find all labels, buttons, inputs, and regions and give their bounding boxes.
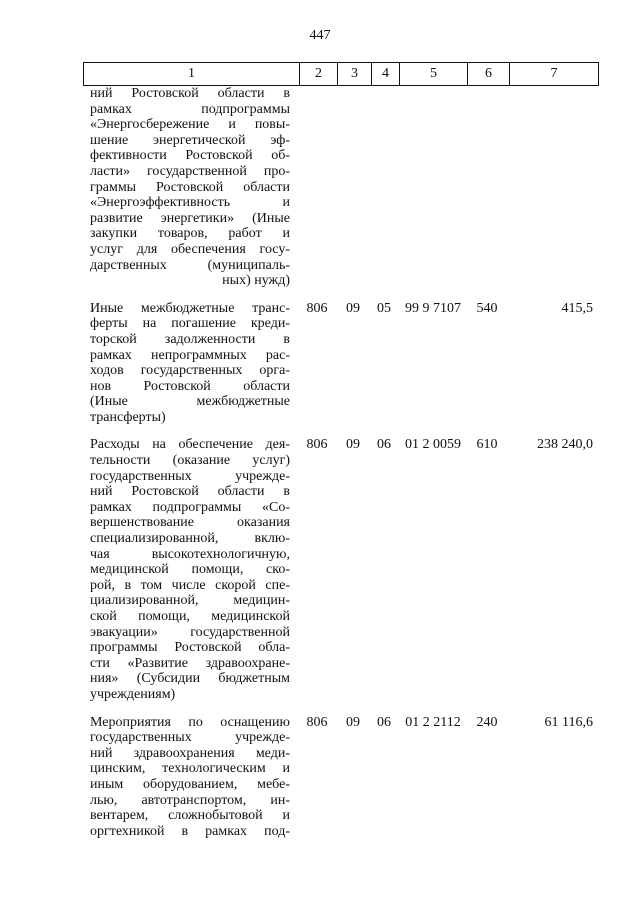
target-article-code: 01 2 2112 [405, 714, 461, 730]
amount: 238 240,0 [537, 437, 593, 453]
description-line: государственных учрежде- [90, 730, 290, 746]
description-line: ных) нужд) [222, 273, 290, 289]
expense-type-code: 540 [476, 300, 498, 316]
description-line: ферты на погашение креди- [90, 316, 290, 332]
description-line: рой, в том числе скорой спе- [90, 577, 290, 593]
description-line: специализированной, вклю- [90, 531, 290, 547]
header-col-4: 4 [372, 63, 400, 86]
description-line: рамках непрограммных рас- [90, 347, 290, 363]
description-line: шение энергетической эф- [90, 132, 290, 148]
description-line: оргтехникой в рамках под- [90, 823, 290, 839]
page-number: 447 [309, 28, 331, 43]
description-line: лью, автотранспортом, ин- [90, 792, 290, 808]
description-line: ласти» государственной про- [90, 163, 290, 179]
description-line: нов Ростовской области [90, 378, 290, 394]
table-row [83, 301, 598, 426]
description-line: тельности (оказание услуг) [90, 453, 290, 469]
table-row [83, 715, 598, 840]
header-col-3: 3 [338, 63, 372, 86]
description-line: медицинской помощи, ско- [90, 562, 290, 578]
subsection-code: 06 [377, 437, 391, 453]
description-line: Иные межбюджетные транс- [90, 300, 290, 316]
description-line: торской задолженности в [90, 331, 290, 347]
description-line: граммы Ростовской области [90, 179, 290, 195]
header-col-1: 1 [84, 63, 300, 86]
row-description [83, 301, 290, 426]
header-col-5: 5 [400, 63, 468, 86]
target-article-code: 01 2 0059 [405, 437, 461, 453]
description-line: иным оборудованием, мебе- [90, 776, 290, 792]
description-line: рамках подпрограммы «Со- [90, 499, 290, 515]
expense-type-code: 610 [476, 437, 498, 453]
description-line: закупки товаров, работ и [90, 226, 290, 242]
section-code: 09 [346, 437, 360, 453]
column-number-header [83, 62, 599, 86]
description-line: ний Ростовской области в [90, 484, 290, 500]
row-description [83, 437, 290, 702]
description-line: циализированной, медицин- [90, 593, 290, 609]
amount: 61 116,6 [544, 714, 593, 730]
description-line: (Иные межбюджетные [90, 394, 290, 410]
description-line: сти «Развитие здравоохране- [90, 655, 290, 671]
amount: 415,5 [561, 300, 593, 316]
ministry-code: 806 [306, 714, 328, 730]
description-line: ходов государственных орга- [90, 363, 290, 379]
row-description [83, 86, 290, 289]
expense-type-code: 240 [476, 714, 498, 730]
description-line: вершенствование оказания [90, 515, 290, 531]
description-line: цинским, технологическим и [90, 761, 290, 777]
section-code: 09 [346, 300, 360, 316]
description-line: развитие энергетики» (Иные [90, 210, 290, 226]
description-line: учреждениям) [90, 686, 176, 702]
row-description [83, 715, 290, 840]
description-line: ской помощи, медицинской [90, 609, 290, 624]
description-line: фективности Ростовской об- [90, 148, 290, 164]
subsection-code: 05 [377, 300, 391, 316]
subsection-code: 06 [377, 714, 391, 730]
ministry-code: 806 [306, 437, 328, 453]
description-line: Расходы на обеспечение дея- [90, 437, 290, 453]
table-row [83, 86, 598, 289]
description-line: «Энергосбережение и повы- [90, 117, 290, 133]
ministry-code: 806 [306, 300, 328, 316]
description-line: «Энергоэффективность и [90, 195, 290, 211]
section-code: 09 [346, 714, 360, 730]
description-line: государственных учрежде- [90, 468, 290, 484]
description-line: Мероприятия по оснащению [90, 714, 290, 730]
description-line: ния» (Субсидии бюджетным [90, 671, 290, 687]
table-row [83, 437, 598, 702]
description-line: трансферты) [90, 409, 166, 425]
description-line: эвакуации» государственной [90, 624, 290, 640]
header-col-6: 6 [468, 63, 510, 86]
header-col-7: 7 [510, 63, 599, 86]
budget-table-body [83, 86, 598, 839]
description-line: услуг для обеспечения госу- [90, 241, 290, 257]
description-line: ний Ростовской области в [90, 86, 290, 101]
description-line: чая высокотехнологичную, [90, 546, 290, 562]
target-article-code: 99 9 7107 [405, 300, 461, 316]
description-line: вентарем, сложнобытовой и [90, 808, 290, 824]
description-line: рамках подпрограммы [90, 101, 290, 117]
description-line: дарственных (муниципаль- [90, 257, 290, 273]
header-col-2: 2 [300, 63, 338, 86]
description-line: программы Ростовской обла- [90, 640, 290, 656]
description-line: ний здравоохранения меди- [90, 745, 290, 761]
